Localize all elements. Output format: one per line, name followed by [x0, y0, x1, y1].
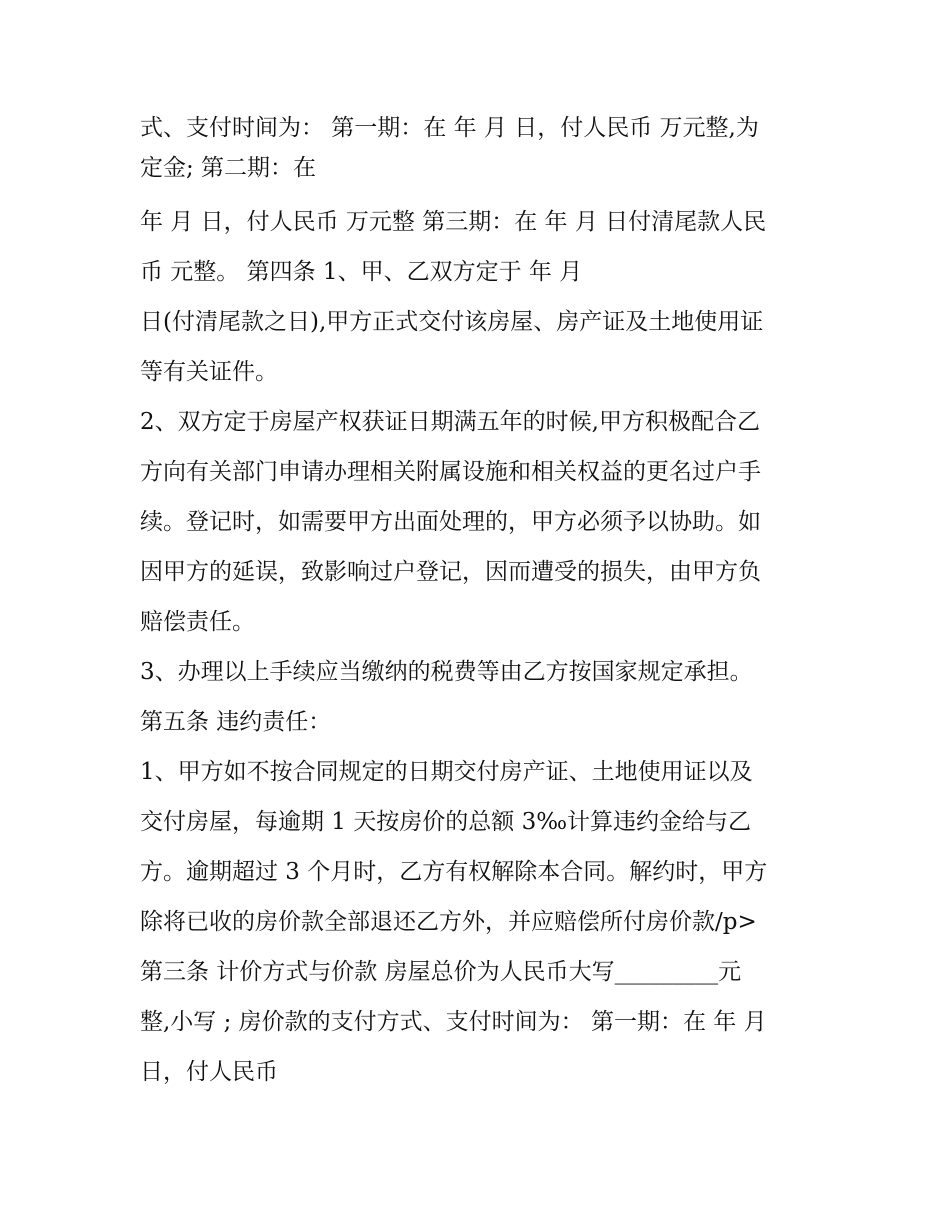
text-line: 2、双方定于房屋产权获证日期满五年的时候,甲方积极配合乙 — [140, 409, 760, 435]
text-line: 3、办理以上手续应当缴纳的税费等由乙方按国家规定承担。 — [140, 659, 753, 685]
text-line: 交付房屋，每逾期 1 天按房价的总额 3‰计算违约金给与乙 — [140, 809, 752, 835]
text-line: 续。登记时，如需要甲方出面处理的，甲方必须予以协助。如 — [140, 509, 761, 535]
text-line: 式、支付时间为： 第一期：在 年 月 日，付人民币 万元整,为 — [140, 115, 759, 141]
text-line: 因甲方的延误，致影响过户登记，因而遭受的损失，由甲方负 — [140, 559, 761, 585]
text-line: 第五条 违约责任： — [140, 709, 332, 735]
text-line: 1、甲方如不按合同规定的日期交付房产证、土地使用证以及 — [140, 759, 753, 785]
text-line: 日，付人民币 — [140, 1059, 278, 1085]
document-body — [140, 108, 820, 1092]
text-line: 日(付清尾款之日),甲方正式交付该房屋、房产证及土地使用证 — [140, 309, 764, 335]
text-line: 定金; 第二期：在 — [140, 155, 317, 181]
text-line: 第三条 计价方式与价款 房屋总价为人民币大写_________元 — [140, 959, 742, 985]
text-line: 赔偿责任。 — [140, 609, 255, 635]
text-line: 等有关证件。 — [140, 359, 278, 385]
text-line: 除将已收的房价款全部退还乙方外，并应赔偿所付房价款/p> — [140, 909, 757, 935]
text-line: 整,小写 ; 房价款的支付方式、支付时间为： 第一期：在 年 月 — [140, 1009, 767, 1035]
text-line: 年 月 日，付人民币 万元整 第三期：在 年 月 日付清尾款人民 — [140, 209, 767, 235]
text-line: 方向有关部门申请办理相关附属设施和相关权益的更名过户手 — [140, 459, 761, 485]
text-line: 方。逾期超过 3 个月时，乙方有权解除本合同。解约时，甲方 — [140, 859, 768, 885]
text-line: 币 元整。 第四条 1、甲、乙双方定于 年 月 — [140, 259, 583, 285]
